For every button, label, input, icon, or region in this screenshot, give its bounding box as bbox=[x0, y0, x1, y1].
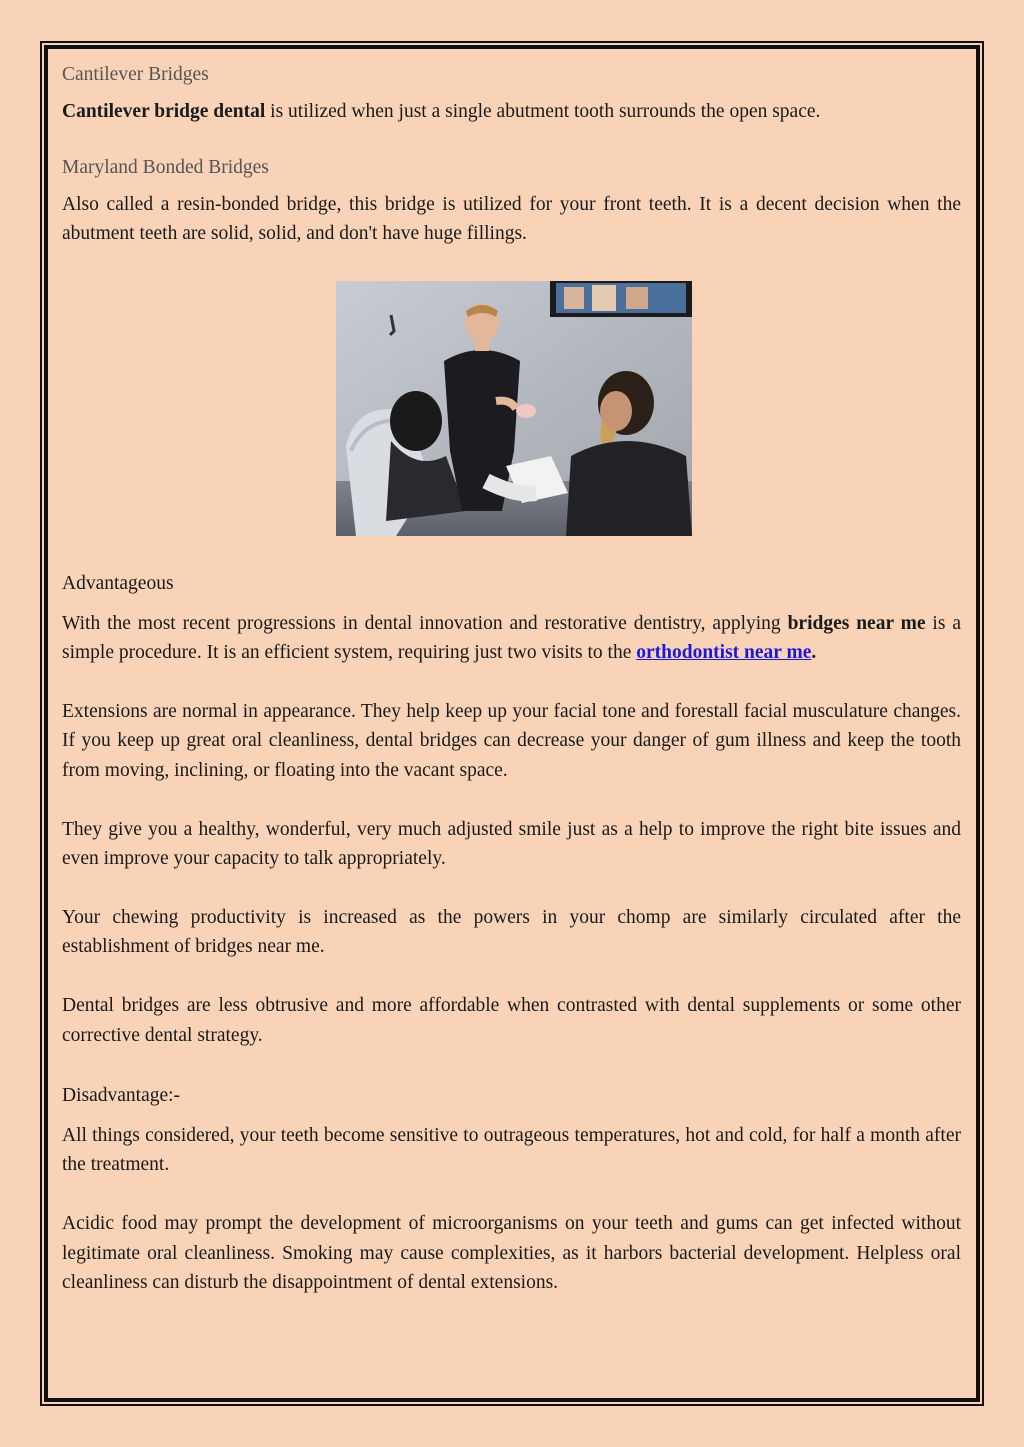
advantageous-p1-text-b: is a simple procedure. It is an efficient system, requiring just two visits to the bbox=[62, 612, 961, 664]
advantageous-paragraph-5: Dental bridges are less obtrusive and more affordable when contrasted with dental supplements or some other corrective dental strategy. bbox=[62, 994, 961, 1046]
advantageous-paragraph-3: They give you a healthy, wonderful, very much adjusted smile just as a help to improve the right bite issues and even improve your capacity to talk appropriately. bbox=[62, 818, 961, 870]
maryland-heading: Maryland Bonded Bridges bbox=[62, 157, 269, 179]
bridges-near-me-bold: bridges near me bbox=[787, 612, 926, 634]
disadvantage-heading: Disadvantage:- bbox=[62, 1085, 181, 1107]
advantageous-paragraph-1 bbox=[62, 609, 961, 668]
maryland-paragraph: Also called a resin-bonded bridge, this bridge is utilized for your front teeth. It is a decent decision when the abutment teeth are solid, solid, and don't have huge fillings. bbox=[62, 193, 961, 245]
advantageous-heading: Advantageous bbox=[62, 573, 174, 594]
cantilever-bold-term: Cantilever bridge dental bbox=[62, 100, 266, 122]
advantageous-paragraph-2: Extensions are normal in appearance. They help keep up your facial tone and forestall facial musculature changes. If you keep up great oral cleanliness, dental bridges can decrease your danger of gum illness and keep the tooth from moving, inclining, or floating into the vacant space. bbox=[62, 700, 961, 781]
cantilever-text: is utilized when just a single abutment tooth surrounds the open space. bbox=[265, 100, 821, 122]
advantageous-p1-end: . bbox=[811, 642, 817, 664]
cantilever-heading: Cantilever Bridges bbox=[62, 64, 209, 85]
dental-office-photo bbox=[336, 281, 692, 536]
document-body-lower bbox=[62, 569, 961, 1298]
disadvantage-paragraph-1: All things considered, your teeth become sensitive to outrageous temperatures, hot and cold, for half a month after the treatment. bbox=[62, 1124, 961, 1176]
orthodontist-near-me-link[interactable]: orthodontist near me bbox=[636, 642, 812, 664]
disadvantage-paragraph-2: Acidic food may prompt the development of microorganisms on your teeth and gums can get infected without legitimate oral cleanliness. Smoking may cause complexities, as it harbors bacterial development. Helpless oral cleanliness can disturb the disappointment of dental extensions. bbox=[62, 1212, 961, 1294]
document-body bbox=[62, 58, 961, 249]
advantageous-paragraph-4: Your chewing productivity is increased as the powers in your chomp are similarly circulated after the establishment of bridges near me. bbox=[62, 906, 961, 958]
advantageous-p1-text-a: With the most recent progressions in dental innovation and restorative dentistry, applying bbox=[62, 612, 788, 634]
cantilever-paragraph bbox=[62, 97, 961, 127]
